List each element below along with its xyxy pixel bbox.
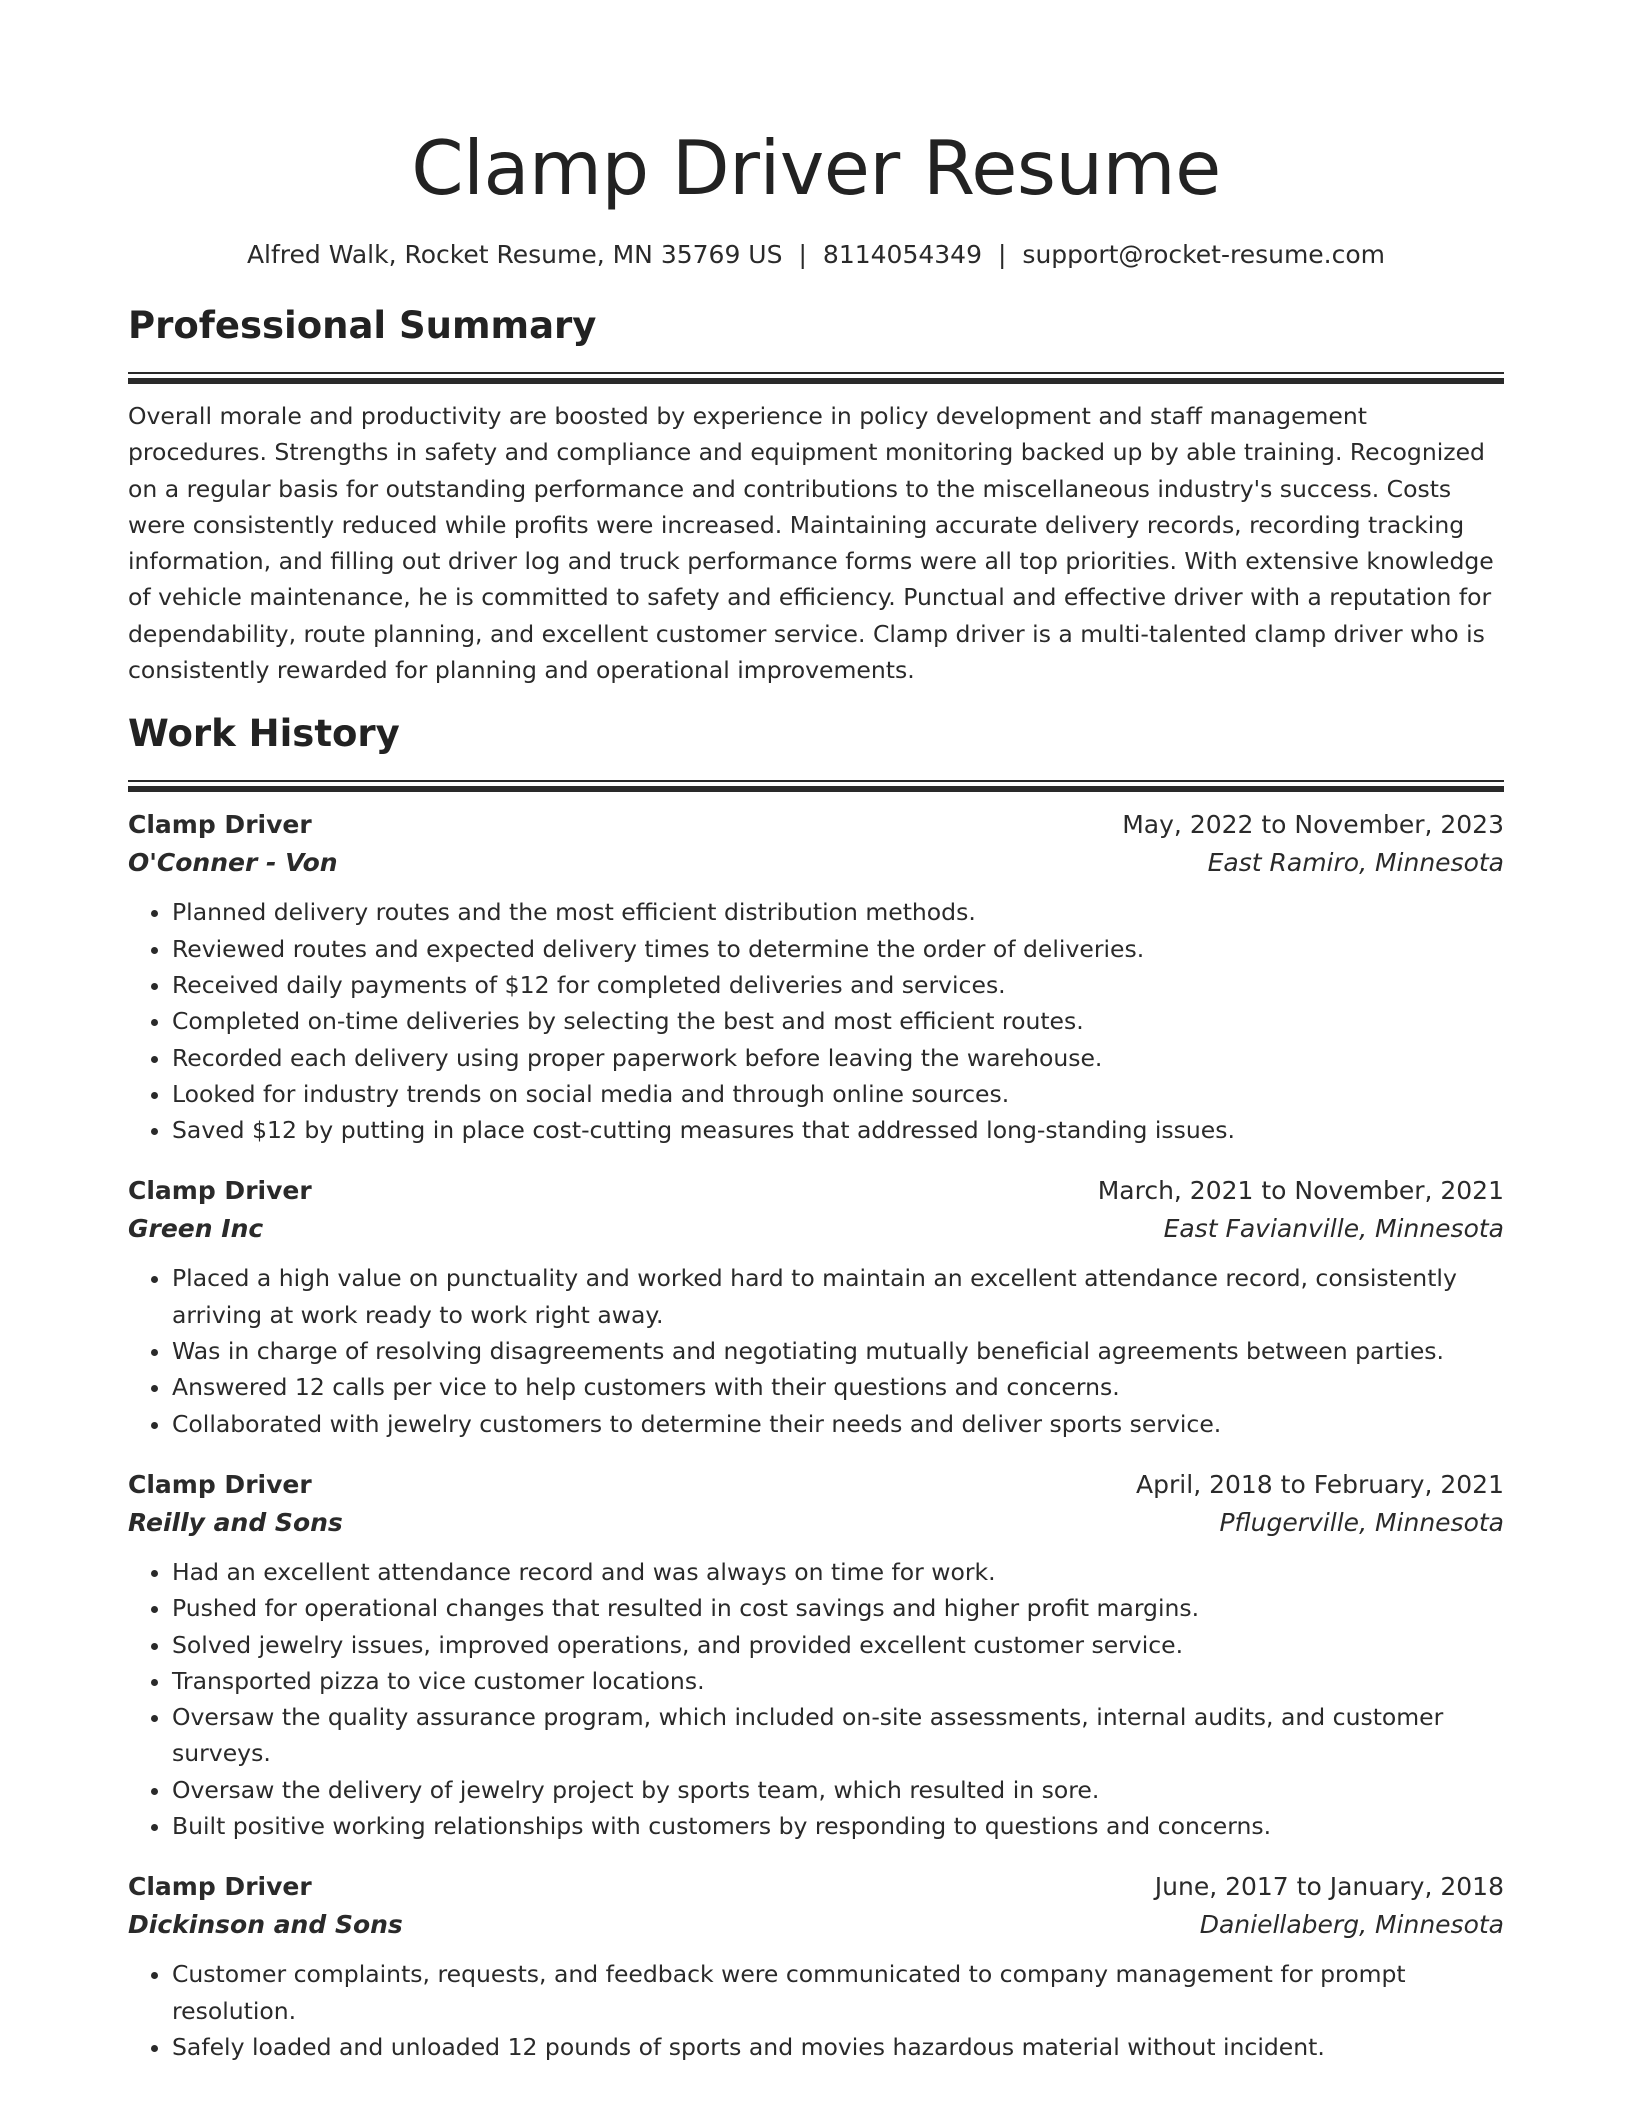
job-title: Clamp Driver: [128, 1176, 312, 1206]
job-bullet: • Oversaw the delivery of jewelry project by sports team, which resulted in sore.: [172, 1772, 1504, 1808]
job-header-row: [128, 806, 1504, 844]
resume-page: [128, 118, 1504, 2089]
contact-separator: |: [997, 240, 1007, 269]
contact-email: support@rocket-resume.com: [1022, 240, 1386, 269]
job-bullet: • Safely loaded and unloaded 12 pounds of sports and movies hazardous material without incident.: [172, 2029, 1504, 2065]
job-company: Green Inc: [128, 1214, 264, 1244]
job-bullet: • Pushed for operational changes that resulted in cost savings and higher profit margins.: [172, 1590, 1504, 1626]
job-list: [128, 806, 1504, 2065]
job-title: Clamp Driver: [128, 1469, 312, 1499]
contact-separator: |: [798, 240, 807, 269]
job-bullet-list: [128, 1956, 1504, 2065]
job-bullet: • Solved jewelry issues, improved operations, and provided excellent customer service.: [172, 1627, 1504, 1663]
job-location: Pflugerville, Minnesota: [1219, 1507, 1504, 1537]
job-title: Clamp Driver: [128, 810, 312, 840]
job-bullet: • Customer complaints, requests, and feedback were communicated to company management for prompt resolution.: [172, 1956, 1504, 2029]
job-bullet-list: [128, 1554, 1504, 1844]
job-bullet: • Transported pizza to vice customer locations.: [172, 1663, 1504, 1699]
job-bullet: • Looked for industry trends on social media and through online sources.: [172, 1076, 1504, 1112]
job-subheader-row: [128, 1210, 1504, 1248]
job-entry: [128, 1868, 1504, 2065]
job-bullet: • Oversaw the quality assurance program, which included on-site assessments, internal audits, and customer surveys.: [172, 1699, 1504, 1772]
resume-title: Clamp Driver Resume: [411, 124, 1221, 212]
job-bullet: • Planned delivery routes and the most efficient distribution methods.: [172, 894, 1504, 930]
job-dates: April, 2018 to February, 2021: [1136, 1469, 1504, 1499]
summary-paragraph: Overall morale and productivity are boosted by experience in policy development and staff management procedures. Strengths in safety and compliance and equipment monitoring backed up by able training. Recognized on a regular basis for outstanding performance and contributions to the miscellaneous industry's success. Costs were consistently reduced while profits were increased. Maintaining accurate delivery records, recording tracking information, and filling out driver log and truck performance forms were all top priorities. With extensive knowledge of vehicle maintenance, he is committed to safety and efficiency. Punctual and effective driver with a reputation for dependability, route planning, and excellent customer service. Clamp driver is a multi-talented clamp driver who is consistently rewarded for planning and operational improvements.: [128, 402, 1494, 685]
contact-address: Alfred Walk, Rocket Resume, MN 35769 US: [246, 240, 783, 269]
section-divider: [128, 780, 1504, 792]
job-company: O'Conner - Von: [128, 848, 338, 878]
job-bullet-list: [128, 1260, 1504, 1441]
job-dates: May, 2022 to November, 2023: [1122, 810, 1504, 840]
section-divider: [128, 372, 1504, 384]
contact-line: [128, 238, 1504, 272]
section-heading: Professional Summary: [128, 304, 597, 347]
job-bullet: • Placed a high value on punctuality and worked hard to maintain an excellent attendance record, consistently arriving at work ready to work right away.: [172, 1260, 1504, 1333]
job-entry: [128, 1466, 1504, 1844]
work-history-section: [128, 708, 1504, 2065]
job-location: East Favianville, Minnesota: [1163, 1214, 1504, 1244]
job-subheader-row: [128, 844, 1504, 882]
job-location: Daniellaberg, Minnesota: [1199, 1910, 1504, 1940]
job-subheader-row: [128, 1906, 1504, 1944]
job-entry: [128, 1172, 1504, 1441]
job-bullet: • Collaborated with jewelry customers to determine their needs and deliver sports service.: [172, 1406, 1504, 1442]
section-heading: Work History: [128, 712, 400, 756]
job-title: Clamp Driver: [128, 1872, 312, 1902]
job-header-row: [128, 1172, 1504, 1210]
job-subheader-row: [128, 1504, 1504, 1542]
job-bullet: • Answered 12 calls per vice to help customers with their questions and concerns.: [172, 1369, 1504, 1405]
job-bullet: • Was in charge of resolving disagreements and negotiating mutually beneficial agreements between parties.: [172, 1333, 1504, 1369]
job-bullet: • Reviewed routes and expected delivery times to determine the order of deliveries.: [172, 931, 1504, 967]
job-dates: March, 2021 to November, 2021: [1097, 1176, 1504, 1206]
job-dates: June, 2017 to January, 2018: [1154, 1872, 1504, 1902]
job-header-row: [128, 1868, 1504, 1906]
job-header-row: [128, 1466, 1504, 1504]
professional-summary-section: [128, 300, 1504, 688]
job-bullet: • Saved $12 by putting in place cost-cutting measures that addressed long-standing issues.: [172, 1112, 1504, 1148]
job-bullet: • Completed on-time deliveries by selecting the best and most efficient routes.: [172, 1003, 1504, 1039]
job-company: Reilly and Sons: [128, 1507, 343, 1537]
job-bullet: • Recorded each delivery using proper paperwork before leaving the warehouse.: [172, 1040, 1504, 1076]
job-company: Dickinson and Sons: [128, 1910, 403, 1940]
job-bullet-list: [128, 894, 1504, 1148]
job-bullet: • Received daily payments of $12 for completed deliveries and services.: [172, 967, 1504, 1003]
job-location: East Ramiro, Minnesota: [1207, 848, 1504, 878]
job-bullet: • Built positive working relationships with customers by responding to questions and concerns.: [172, 1808, 1504, 1844]
job-entry: [128, 806, 1504, 1148]
job-bullet: • Had an excellent attendance record and was always on time for work.: [172, 1554, 1504, 1590]
contact-phone: 8114054349: [822, 240, 982, 269]
